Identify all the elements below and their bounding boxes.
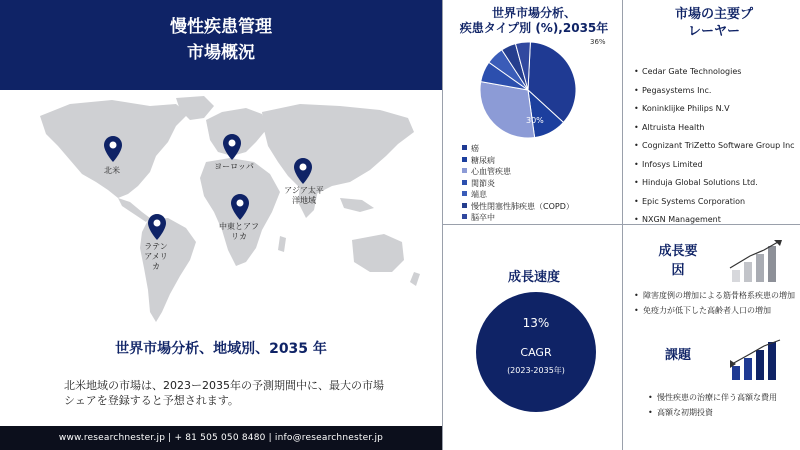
asia-pacific-pin-icon (294, 158, 312, 184)
legend-swatch (462, 203, 467, 208)
legend-label: 慢性閉塞性肺疾患（COPD） (471, 201, 574, 211)
factor-item: • 障害度例の増加による筋骨格系疾患の増加 (634, 290, 796, 301)
challenge-item: • 高額な初期投資 (648, 407, 796, 418)
challenge-item: • 慢性疾患の治療に伴う高額な費用 (648, 392, 796, 403)
legend-item (462, 201, 574, 213)
europe-pin-icon (223, 134, 241, 160)
cagr-circle (476, 292, 596, 412)
growth-title: 成長速度 (507, 270, 560, 285)
player-item: • Epic Systems Corporation (634, 196, 796, 208)
player-item: • Koninklijke Philips N.V (634, 103, 796, 115)
player-item: • Altruista Health (634, 122, 796, 134)
legend-swatch (462, 191, 467, 196)
factors-list (634, 290, 796, 320)
middle-east-africa-pin-icon (231, 194, 249, 220)
pie-label-mid: 30% (526, 116, 544, 125)
factors-title-line2: 因 (671, 263, 685, 278)
players-title-line1: 市場の主要プ (674, 7, 753, 22)
legend-swatch (462, 145, 467, 150)
legend-item (462, 143, 574, 155)
legend-item (462, 212, 574, 224)
factor-item: • 免疫力が低下した高齢者人口の増加 (634, 305, 796, 316)
footer-contact: www.researchnester.jp | + 81 505 050 8480 | info@researchnester.jp (0, 426, 442, 450)
legend-item (462, 166, 574, 178)
region-label-mea: 中東とアフリカ (219, 222, 259, 241)
factors-title (648, 242, 708, 280)
legend-item (462, 178, 574, 190)
legend-label: 糖尿病 (471, 155, 495, 165)
legend-label: 癌 (471, 144, 479, 153)
region-label-na: 北米 (104, 166, 120, 175)
latin-america-pin-icon (148, 214, 166, 240)
challenges-title: 課題 (664, 348, 691, 363)
legend-label: 脳卒中 (471, 213, 495, 222)
legend-swatch (462, 168, 467, 173)
legend-label: 端息 (471, 190, 487, 199)
pie-title (446, 6, 622, 36)
world-map-shapes (0, 90, 442, 338)
legend-item (462, 189, 574, 201)
player-item: • Cedar Gate Technologies (634, 66, 796, 78)
cagr-label: CAGR (520, 346, 552, 359)
challenges-list (648, 392, 796, 422)
players-list (634, 66, 796, 233)
pie-chart (470, 40, 590, 140)
growth-bars-icon (728, 238, 788, 284)
players-title (628, 6, 800, 40)
title-line2: 市場概況 (187, 43, 255, 63)
pie-title-line2: 疾患タイプ別 (%),2035年 (459, 21, 609, 35)
legend-label: 心血管疾患 (471, 167, 511, 176)
cagr-period: (2023-2035年) (507, 366, 565, 375)
new-zealand-shape (410, 272, 420, 286)
factors-title-line1: 成長要 (658, 244, 698, 259)
legend-swatch (462, 214, 467, 219)
se-asia-shape (340, 198, 374, 212)
divider-right (622, 0, 623, 450)
region-analysis-text: 北米地域の市場は、2023ー2035年の予測期間中に、最大の市場シェアを登録すると予想されます。 (64, 379, 384, 407)
player-item: • Pegasystems Inc. (634, 85, 796, 97)
player-item: • NXGN Management (634, 214, 796, 226)
australia-shape (352, 234, 404, 272)
challenges-bars-icon (728, 336, 788, 382)
player-item: • Hinduja Global Solutions Ltd. (634, 177, 796, 189)
player-item: • Infosys Limited (634, 159, 796, 171)
title-line1: 慢性疾患管理 (170, 17, 272, 37)
region-analysis-title: 世界市場分析、地域別、2035 年 (115, 341, 327, 357)
region-label-eu: ヨーロッパ (214, 162, 254, 171)
title-band (0, 0, 442, 90)
region-label-ap: アジア太平洋地域 (284, 186, 324, 205)
legend-swatch (462, 157, 467, 162)
central-america-shape (118, 198, 150, 222)
pie-legend (462, 143, 574, 224)
asia-shape (262, 104, 414, 194)
pie-title-line1: 世界市場分析、 (491, 6, 576, 20)
pie-label-large: 36% (590, 38, 606, 46)
region-label-la: ラテンアメリカ (144, 242, 168, 271)
world-map (0, 90, 442, 338)
cagr-value: 13% (522, 316, 550, 330)
madagascar-shape (278, 236, 286, 252)
player-item: • Cognizant TriZetto Software Group Inc (634, 140, 796, 152)
legend-item (462, 155, 574, 167)
legend-swatch (462, 180, 467, 185)
legend-label: 関節炎 (471, 178, 495, 188)
north-america-pin-icon (104, 136, 122, 162)
divider-left (442, 0, 443, 450)
players-title-line2: レーヤー (687, 24, 740, 39)
